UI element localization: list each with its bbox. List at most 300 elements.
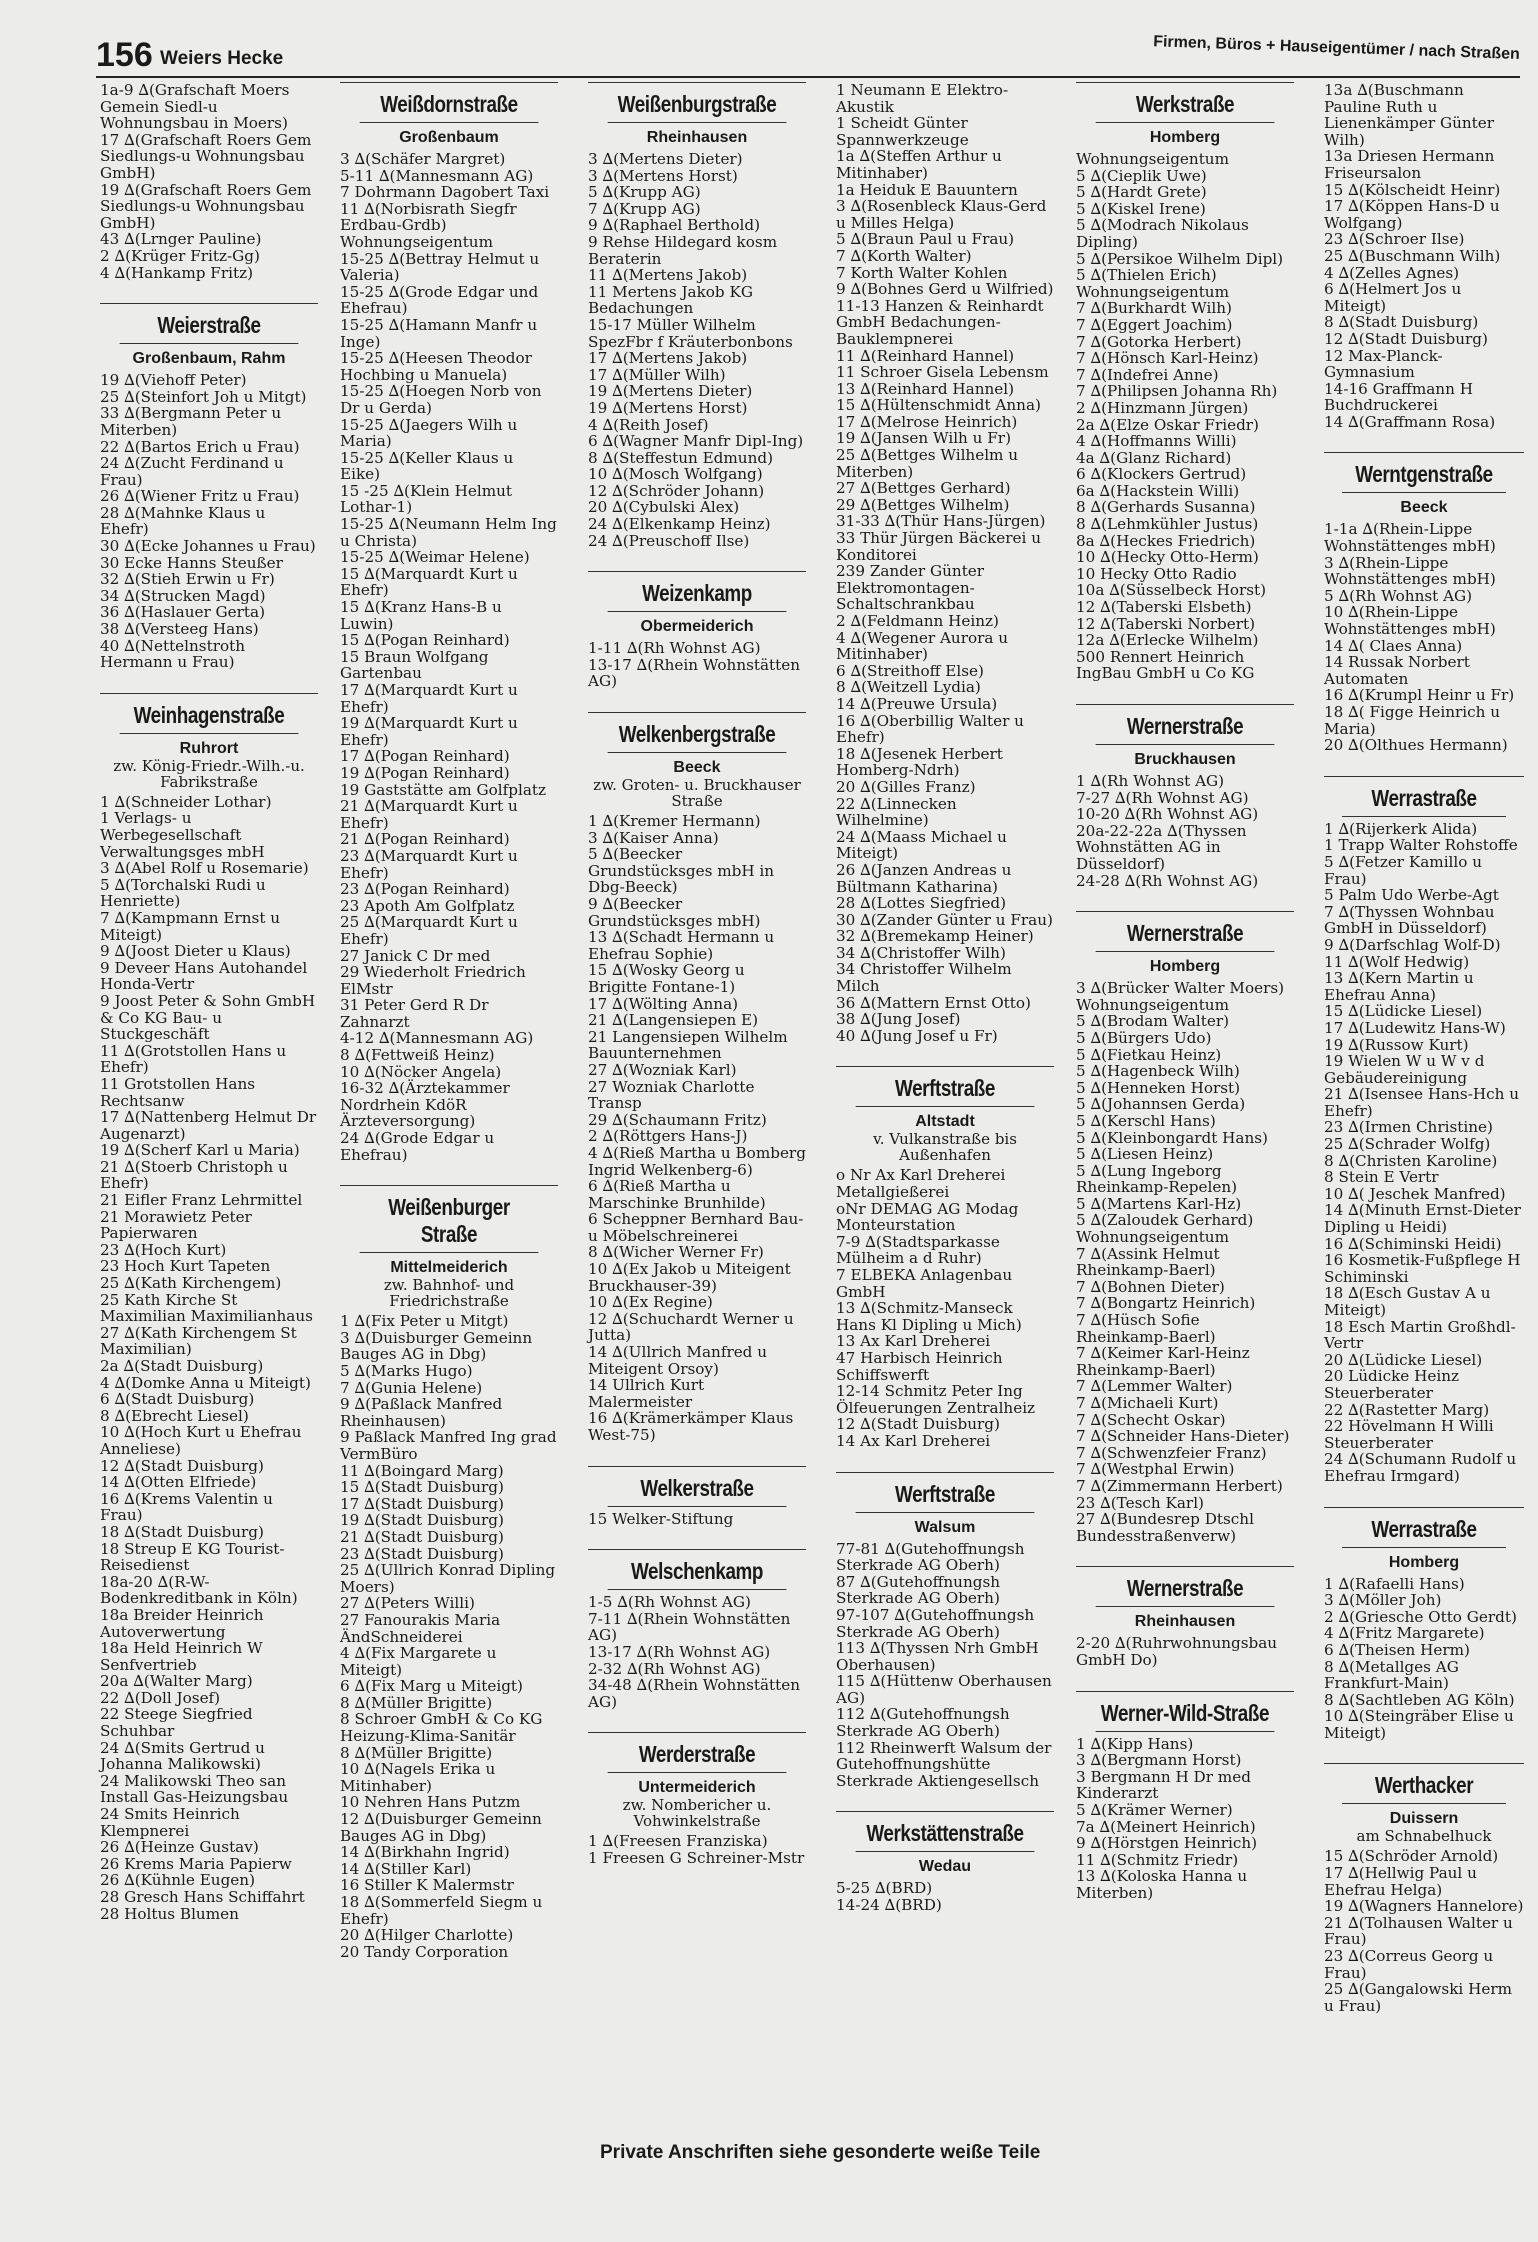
directory-entry: 10 ∆(Nöcker Angela) — [340, 1062, 502, 1081]
district-name: Ruhrort — [179, 739, 239, 757]
directory-entry: 4 ∆(Fix Margarete u Miteigt) — [340, 1644, 502, 1679]
district-name: Beeck — [673, 759, 721, 777]
directory-entry: 14 ∆( Claes Anna) — [1324, 636, 1463, 655]
district-name: Beeck — [1400, 499, 1448, 517]
directory-entry: 22 Hövelmann H Willi Steuerberater — [1324, 1417, 1499, 1452]
directory-entry: 14 ∆(Stiller Karl) — [340, 1859, 472, 1878]
directory-entry: 27 Fanourakis Maria ÄndSchneiderei — [340, 1610, 506, 1646]
directory-entry: 4-12 ∆(Mannesmann AG) — [340, 1029, 534, 1048]
street-heading — [1324, 1507, 1524, 1572]
street-name: Werner-Wild-Straße — [1096, 1700, 1275, 1732]
directory-entry: 21 ∆(Pogan Reinhard) — [340, 830, 510, 849]
directory-entry: 10 ∆(Steingräber Elise u Miteigt) — [1324, 1707, 1519, 1742]
directory-entry: 1 Freesen G Schreiner-Mstr — [588, 1848, 805, 1867]
directory-entry: 12 ∆(Taberski Elsbeth) — [1076, 598, 1252, 617]
directory-entry: Wohnungseigentum — [1076, 995, 1229, 1014]
district-name: Untermeiderich — [638, 1779, 756, 1797]
directory-entry: 18 ∆(Sommerfeld Siegm u Ehefr) — [340, 1893, 548, 1928]
directory-entry: 11 ∆(Mertens Jakob) — [588, 266, 748, 285]
directory-entry: 1 Verlags- u Werbegesellschaft Verwaltungsges mbH — [100, 809, 265, 861]
street-heading — [100, 693, 318, 790]
directory-entry: 7 ∆(Lemmer Walter) — [1076, 1377, 1233, 1396]
directory-entry: 3 ∆(Rhein-Lippe Wohnstättenges mbH) — [1324, 553, 1496, 589]
directory-entry: 20 ∆(Olthues Hermann) — [1324, 736, 1508, 755]
directory-entry: 25 ∆(Bettges Wilhelm u Miterben) — [836, 446, 1023, 481]
directory-entry: 10a ∆(Süsselbeck Horst) — [1076, 581, 1267, 600]
directory-entry: 18 ∆( Figge Heinrich u Maria) — [1324, 703, 1505, 738]
directory-entry: 17 ∆(Hellwig Paul u Ehefrau Helga) — [1324, 1864, 1482, 1899]
directory-entry: 19 Gaststätte am Golfplatz — [340, 780, 546, 799]
directory-entry: 14 Ullrich Kurt Malermeister — [588, 1376, 709, 1411]
directory-entry: 15 ∆(Stadt Duisburg) — [340, 1478, 504, 1497]
directory-entry: 15 ∆(Hültenschmidt Anna) — [836, 396, 1041, 415]
directory-entry: 7 ∆(Assink Helmut Rheinkamp-Baerl) — [1076, 1244, 1225, 1280]
directory-entry: 2 ∆(Krüger Fritz-Gg) — [100, 246, 260, 265]
directory-entry: 33 Thür Jürgen Bäckerei u Konditorei — [836, 529, 1046, 564]
directory-entry: 1a ∆(Steffen Arthur u Mitinhaber) — [836, 147, 1007, 182]
directory-entry: 16 Stiller K Malermstr — [340, 1876, 514, 1895]
directory-entry: 13 Ax Karl Dreherei — [836, 1332, 991, 1351]
directory-entry: 27 Janick C Dr med — [340, 946, 491, 965]
directory-entry: 8 ∆(Stadt Duisburg) — [1324, 313, 1479, 332]
directory-entry: 26 Krems Maria Papierw — [100, 1854, 292, 1873]
directory-entry: 7 ∆(Schecht Oskar) — [1076, 1410, 1226, 1429]
directory-entry: 14 ∆(Birkhahn Ingrid) — [340, 1843, 510, 1862]
column-6 — [1324, 82, 1524, 2014]
directory-entry: 5 ∆(Hardt Grete) — [1076, 183, 1207, 202]
street-name: Werftstraße — [856, 1481, 1035, 1513]
street-name: Weinhagenstraße — [120, 702, 299, 734]
directory-entry: 28 Gresch Hans Schiffahrt — [100, 1888, 305, 1906]
directory-entry: 3 ∆(Mertens Horst) — [588, 166, 738, 185]
directory-entry: 29 ∆(Bettges Wilhelm) — [836, 495, 1010, 514]
directory-entry: 7 ∆(Bongartz Heinrich) — [1076, 1294, 1256, 1313]
directory-entry: 8 ∆(Fettweiß Heinz) — [340, 1046, 495, 1065]
directory-entry: 16 ∆(Oberbillig Walter u Ehefr) — [836, 711, 1029, 747]
directory-entry: 23 ∆(Pogan Reinhard) — [340, 880, 510, 899]
directory-entry: 7 ∆(Hüsch Sofie Rheinkamp-Baerl) — [1076, 1311, 1216, 1346]
directory-entry: 9 Rehse Hildegard kosm Beraterin — [588, 232, 782, 268]
directory-entry: 7 ∆(Gotorka Herbert) — [1076, 332, 1242, 351]
street-heading — [588, 1549, 806, 1590]
street-heading — [1324, 1763, 1524, 1844]
directory-entry: 3 Bergmann H Dr med Kinderarzt — [1076, 1767, 1256, 1803]
directory-entry: 17 ∆(Pogan Reinhard) — [340, 747, 510, 766]
street-name: Werrastraße — [1342, 1516, 1506, 1548]
street-heading — [588, 712, 806, 809]
directory-entry: 15-25 ∆(Weimar Helene) — [340, 548, 530, 567]
directory-entry: 21 ∆(Stoerb Christoph u Ehefr) — [100, 1157, 293, 1193]
directory-entry: 3 ∆(Abel Rolf u Rosemarie) — [100, 859, 309, 878]
directory-entry: 21 ∆(Stadt Duisburg) — [340, 1527, 504, 1546]
street-heading — [588, 1732, 806, 1829]
directory-entry: 25 ∆(Schrader Wolfg) — [1324, 1135, 1491, 1154]
directory-entry: 8 ∆(Gerhards Susanna) — [1076, 498, 1256, 517]
directory-entry: 31 Peter Gerd R Dr Zahnarzt — [340, 996, 494, 1031]
directory-entry: 19 ∆(Mertens Dieter) — [588, 382, 753, 401]
directory-entry: 21 Langensiepen Wilhelm Bauunternehmen — [588, 1027, 793, 1063]
directory-entry: 27 ∆(Bettges Gerhard) — [836, 479, 1011, 498]
directory-entry: 7 Dohrmann Dagobert Taxi — [340, 183, 550, 202]
directory-entry: 31-33 ∆(Thür Hans-Jürgen) — [836, 512, 1046, 531]
directory-entry: 18 ∆(Jesenek Herbert Homberg-Ndrh) — [836, 744, 1008, 780]
directory-entry: 16 ∆(Krumpl Heinr u Fr) — [1324, 686, 1515, 705]
directory-entry: 5 ∆(Martens Karl-Hz) — [1076, 1194, 1242, 1213]
directory-entry: 19 ∆(Scherf Karl u Maria) — [100, 1141, 300, 1160]
street-heading — [1076, 82, 1294, 147]
street-name: Wernerstraße — [1096, 713, 1275, 745]
directory-entry: 18 Esch Martin Großhdl-Vertr — [1324, 1317, 1516, 1353]
directory-entry: 17 ∆(Müller Wilh) — [588, 365, 726, 384]
directory-entry: 10 ∆(Ex Jakob u Miteigent Bruckhauser-39) — [588, 1260, 796, 1295]
directory-entry: 17 ∆(Grafschaft Roers Gem Siedlungs-u Wohnungsbau GmbH) — [100, 130, 317, 182]
page-header — [96, 34, 1520, 78]
directory-entry: 7 ∆(Krupp AG) — [588, 199, 701, 218]
directory-entry: 17 ∆(Nattenberg Helmut Dr Augenarzt) — [100, 1108, 321, 1143]
directory-entry: 27 ∆(Kath Kirchengem St Maximilian) — [100, 1323, 302, 1359]
column-3 — [588, 82, 811, 1867]
directory-entry: 29 Wiederholt Friedrich ElMstr — [340, 963, 531, 998]
directory-entry: 9 Deveer Hans Autohandel Honda-Vertr — [100, 958, 313, 994]
directory-entry: 3 ∆(Bergmann Horst) — [1076, 1751, 1242, 1770]
street-heading — [836, 1811, 1054, 1876]
district-name: Homberg — [1149, 129, 1221, 146]
directory-entry: 3 ∆(Kaiser Anna) — [588, 828, 719, 847]
directory-entry: 7 ∆(Indefrei Anne) — [1076, 365, 1219, 384]
directory-entry: 7-9 ∆(Stadtsparkasse Mülheim a d Ruhr) — [836, 1232, 1005, 1268]
street-heading — [588, 571, 806, 636]
district-name: Mittelmeiderich — [390, 1259, 508, 1277]
directory-entry: 25 ∆(Steinfort Joh u Mitgt) — [100, 387, 307, 406]
street-name: Wernerstraße — [1096, 1575, 1275, 1607]
directory-entry: 15-25 ∆(Grode Edgar und Ehefrau) — [340, 282, 543, 318]
directory-entry: 13 ∆(Koloska Hanna u Miterben) — [1076, 1867, 1252, 1902]
directory-entry: 1 ∆(Rh Wohnst AG) — [1076, 772, 1225, 790]
directory-entry: 24 ∆(Maass Michael u Miteigt) — [836, 827, 1012, 863]
directory-entry: 24 ∆(Preuschoff Ilse) — [588, 531, 750, 550]
directory-entry: 15-25 ∆(Keller Klaus u Eike) — [340, 448, 519, 484]
directory-entry: 4a ∆(Glanz Richard) — [1076, 448, 1232, 467]
directory-entry: 3 ∆(Brücker Walter Moers) — [1076, 979, 1285, 998]
directory-entry: 15-25 ∆(Neumann Helm Ing u Christa) — [340, 515, 562, 550]
street-heading — [1076, 1566, 1294, 1631]
directory-entry: 14 Ax Karl Dreherei — [836, 1431, 991, 1450]
street-name: Weizenkamp — [608, 580, 787, 612]
directory-entry: 6 ∆(Wagner Manfr Dipl-Ing) — [588, 432, 804, 451]
directory-entry: 28 ∆(Mahnke Klaus u Ehefr) — [100, 503, 271, 539]
directory-entry: 24 Smits Heinrich Klempnerei — [100, 1805, 245, 1840]
directory-entry: 29 ∆(Schaumann Fritz) — [588, 1110, 767, 1129]
directory-entry: 28 ∆(Lottes Siegfried) — [836, 894, 1007, 913]
directory-entry: 27 ∆(Peters Willi) — [340, 1594, 475, 1613]
district-name: Rheinhausen — [1134, 1613, 1236, 1631]
directory-entry: 25 ∆(Ullrich Konrad Dipling Moers) — [340, 1561, 560, 1596]
directory-entry: 23 Hoch Kurt Tapeten — [100, 1257, 271, 1276]
directory-entry: 1a-9 ∆(Grafschaft Moers Gemein Siedl-u Wohnungsbau in Moers) — [100, 81, 295, 133]
directory-entry: 2 ∆(Hinzmann Jürgen) — [1076, 398, 1249, 417]
directory-entry: 5 ∆(Hagenbeck Wilh) — [1076, 1062, 1240, 1081]
directory-entry: 239 Zander Günter Elektromontagen-Schaltschrankbau — [836, 562, 989, 614]
directory-entry: 2 ∆(Röttgers Hans-J) — [588, 1127, 748, 1146]
directory-entry: Wohnungseigentum — [1076, 150, 1229, 168]
directory-entry: 34-48 ∆(Rhein Wohnstätten AG) — [588, 1676, 805, 1711]
directory-entry: 34 Christoffer Wilhelm Milch — [836, 960, 1017, 996]
directory-entry: 5 ∆(Modrach Nikolaus Dipling) — [1076, 216, 1254, 251]
directory-entry: 6 ∆(Klockers Gertrud) — [1076, 465, 1247, 484]
directory-entry: 9 ∆(Darfschlag Wolf-D) — [1324, 935, 1501, 954]
directory-entry: 3 ∆(Schäfer Margret) — [340, 150, 506, 168]
directory-entry: 4 ∆(Reith Josef) — [588, 415, 709, 434]
directory-entry: 9 ∆(Raphael Berthold) — [588, 216, 761, 235]
directory-entry: 15 ∆(Kranz Hans-B u Luwin) — [340, 598, 507, 633]
directory-entry: o Nr Ax Karl Dreherei Metallgießerei — [836, 1166, 1011, 1202]
directory-entry: 7 ∆(Thyssen Wohnbau GmbH in Düsseldorf) — [1324, 902, 1500, 938]
directory-entry: 10 ∆(Nagels Erika u Mitinhaber) — [340, 1760, 501, 1795]
directory-entry: 17 ∆(Ludewitz Hans-W) — [1324, 1018, 1506, 1037]
directory-entry: 15 ∆(Schröder Arnold) — [1324, 1847, 1499, 1866]
directory-entry: Wohnungseigentum — [1076, 1228, 1229, 1247]
directory-entry: 7a ∆(Meinert Heinrich) — [1076, 1817, 1256, 1836]
street-name: Welkerstraße — [608, 1475, 787, 1507]
directory-entry: 13 ∆(Schmitz-Manseck Hans Kl Dipling u Mich) — [836, 1299, 1022, 1334]
directory-entry: 20 ∆(Hilger Charlotte) — [340, 1926, 514, 1945]
directory-entry: 7 ∆(Hönsch Karl-Heinz) — [1076, 349, 1259, 368]
directory-entry: 26 ∆(Janzen Andreas u Bültmann Katharina) — [836, 860, 1017, 896]
directory-entry: 5 ∆(Braun Paul u Frau) — [836, 230, 1015, 249]
directory-entry: 5 ∆(Beecker Grundstücksges mbH in Dbg-Beeck) — [588, 845, 779, 897]
directory-entry: 11 ∆(Boingard Marg) — [340, 1461, 504, 1480]
street-name: Wernerstraße — [1096, 920, 1275, 952]
street-name: Werntgenstraße — [1342, 461, 1506, 493]
directory-entry: 7 ELBEKA Anlagenbau GmbH — [836, 1266, 1017, 1301]
directory-entry: 12 ∆(Taberski Norbert) — [1076, 614, 1256, 633]
directory-entry: 7 ∆(Bohnen Dieter) — [1076, 1277, 1225, 1296]
directory-entry: 10 ∆( Jeschek Manfred) — [1324, 1184, 1506, 1203]
directory-entry: 13 ∆(Kern Martin u Ehefrau Anna) — [1324, 969, 1479, 1004]
directory-entry: 15-17 Müller Wilhelm SpezFbr f Kräuterbonbons — [588, 315, 793, 351]
directory-entry: 10 Nehren Hans Putzm — [340, 1793, 521, 1812]
directory-entry: 15-25 ∆(Jaegers Wilh u Maria) — [340, 415, 523, 451]
directory-entry: 15 ∆(Marquardt Kurt u Ehefr) — [340, 564, 523, 600]
directory-entry: 6 ∆(Streithoff Else) — [836, 661, 984, 680]
directory-entry: 40 ∆(Nettelnstroth Hermann u Frau) — [100, 636, 250, 672]
directory-entry: 10 ∆(Rhein-Lippe Wohnstättenges mbH) — [1324, 603, 1496, 639]
directory-entry: 25 ∆(Kath Kirchengem) — [100, 1274, 282, 1293]
directory-entry: 19 ∆(Pogan Reinhard) — [340, 763, 510, 782]
directory-entry: 14 ∆(Otten Elfriede) — [100, 1473, 257, 1492]
directory-entry: 21 ∆(Langensiepen E) — [588, 1011, 759, 1030]
directory-entry: 14 ∆(Ullrich Manfred u Miteigent Orsoy) — [588, 1343, 772, 1378]
directory-entry: 30 ∆(Zander Günter u Frau) — [836, 910, 1053, 929]
directory-entry: 10 Hecky Otto Radio — [1076, 564, 1237, 583]
page-number: 156 — [96, 36, 153, 74]
directory-entry: 25 ∆(Buschmann Wilh) — [1324, 246, 1501, 265]
directory-entry: 113 ∆(Thyssen Nrh GmbH Oberhausen) — [836, 1639, 1044, 1674]
directory-entry: 16 Kosmetik-Fußpflege H Schiminski — [1324, 1251, 1526, 1286]
directory-entry: 25 ∆(Gangalowski Herm u Frau) — [1324, 1980, 1517, 2015]
directory-entry: 2-20 ∆(Ruhrwohnungsbau GmbH Do) — [1076, 1634, 1282, 1669]
directory-entry: 9 ∆(Joost Dieter u Klaus) — [100, 942, 291, 961]
directory-entry: 11 Schroer Gisela Lebensm — [836, 363, 1049, 382]
district-name: Walsum — [914, 1518, 976, 1536]
directory-entry: 16 ∆(Schiminski Heidi) — [1324, 1234, 1502, 1253]
directory-entry: 10-20 ∆(Rh Wohnst AG) — [1076, 805, 1259, 824]
street-name: Welkenbergstraße — [608, 721, 787, 753]
directory-entry: 5-25 ∆(BRD) — [836, 1879, 933, 1898]
directory-entry: 11 ∆(Grotstollen Hans u Ehefr) — [100, 1041, 291, 1077]
directory-entry: 17 ∆(Köppen Hans-D u Wolfgang) — [1324, 197, 1505, 232]
directory-entry: 19 ∆(Russow Kurt) — [1324, 1035, 1469, 1054]
directory-entry: 12 ∆(Stadt Duisburg) — [836, 1415, 1000, 1434]
directory-entry: 32 ∆(Stieh Erwin u Fr) — [100, 570, 275, 589]
directory-entry: 18a Held Heinrich W Senfvertrieb — [100, 1639, 268, 1674]
directory-entry: 21 ∆(Marquardt Kurt u Ehefr) — [340, 797, 523, 832]
directory-entry: 7 ∆(Schwenzfeier Franz) — [1076, 1443, 1267, 1462]
directory-entry: 16 ∆(Krems Valentin u Frau) — [100, 1489, 278, 1525]
directory-entry: 13-17 ∆(Rh Wohnst AG) — [588, 1642, 771, 1661]
directory-entry: 22 ∆(Doll Josef) — [100, 1688, 221, 1707]
directory-entry: 2 ∆(Feldmann Heinz) — [836, 612, 999, 630]
directory-entry: 5 ∆(Zaloudek Gerhard) — [1076, 1211, 1254, 1230]
directory-entry: 20 Tandy Corporation — [340, 1942, 509, 1961]
directory-entry: 8 ∆(Lehmkühler Justus) — [1076, 515, 1259, 534]
directory-entry: 14 ∆(Preuwe Ursula) — [836, 694, 998, 713]
directory-entry: 4 ∆(Domke Anna u Miteigt) — [100, 1373, 311, 1392]
directory-entry: 7 Korth Walter Kohlen — [836, 263, 1008, 282]
directory-entry: 18 ∆(Esch Gustav A u Miteigt) — [1324, 1284, 1496, 1319]
directory-entry: 14 Russak Norbert Automaten — [1324, 653, 1475, 688]
directory-entry: 12 ∆(Duisburger Gemeinn Bauges AG in Dbg) — [340, 1810, 547, 1845]
directory-entry: 1 Scheidt Günter Spannwerkzeuge — [836, 114, 973, 149]
directory-entry: 15-25 ∆(Heesen Theodor Hochbing u Manuela) — [340, 349, 537, 384]
directory-entry: 15 ∆(Wosky Georg u Brigitte Fontane-1) — [588, 961, 750, 996]
directory-entry: 9 ∆(Bohnes Gerd u Wilfried) — [836, 280, 1054, 299]
directory-entry: 26 ∆(Heinze Gustav) — [100, 1838, 259, 1857]
directory-entry: 8 Stein E Vertr — [1324, 1168, 1439, 1187]
directory-entry: 21 Morawietz Peter Papierwaren — [100, 1207, 257, 1243]
directory-entry: 9 Joost Peter & Sohn GmbH & Co KG Bau- u Stuckgeschäft — [100, 991, 320, 1044]
directory-entry: 7 ∆(Schneider Hans-Dieter) — [1076, 1427, 1290, 1446]
directory-entry: 28 Holtus Blumen — [100, 1904, 239, 1923]
directory-entry: 8 ∆(Ebrecht Liesel) — [100, 1406, 249, 1425]
directory-entry: 5 ∆(Lung Ingeborg Rheinkamp-Repelen) — [1076, 1161, 1238, 1197]
directory-entry: 1 ∆(Freesen Franziska) — [588, 1832, 768, 1851]
directory-entry: 1 ∆(Fix Peter u Mitgt) — [340, 1312, 509, 1331]
directory-entry: 3 ∆(Möller Joh) — [1324, 1591, 1442, 1610]
directory-entry: 15 Welker-Stiftung — [588, 1509, 734, 1528]
directory-entry: 20 Lüdicke Heinz Steuerberater — [1324, 1367, 1464, 1402]
directory-entry: 1 ∆(Schneider Lothar) — [100, 792, 272, 811]
directory-entry: 26 ∆(Wiener Fritz u Frau) — [100, 487, 300, 506]
directory-entry: 3 ∆(Mertens Dieter) — [588, 150, 743, 168]
district-name: Altstadt — [915, 1113, 975, 1131]
directory-entry: 8 ∆(Müller Brigitte) — [340, 1743, 493, 1762]
street-heading — [836, 1066, 1054, 1163]
directory-entry: 36 ∆(Mattern Ernst Otto) — [836, 993, 1031, 1012]
column-2 — [340, 82, 562, 1961]
street-name: Weierstraße — [120, 312, 299, 344]
directory-entry: 16 ∆(Krämerkämper Klaus West-75) — [588, 1409, 799, 1444]
directory-entry: 38 ∆(Versteeg Hans) — [100, 620, 259, 639]
directory-entry: 5 ∆(Cieplik Uwe) — [1076, 166, 1207, 185]
directory-entry: 23 Apoth Am Golfplatz — [340, 896, 515, 915]
directory-entry: oNr DEMAG AG Modag Monteurstation — [836, 1199, 1024, 1235]
directory-entry: 5 ∆(Liesen Heinz) — [1076, 1145, 1214, 1164]
directory-entry: 24 Malikowski Theo san Install Gas-Heizungsbau — [100, 1771, 291, 1807]
directory-entry: 20a ∆(Walter Marg) — [100, 1672, 253, 1691]
directory-entry: 27 ∆(Bundesrep Dtschl Bundesstraßenverw) — [1076, 1510, 1259, 1545]
district-name: Homberg — [1149, 958, 1221, 976]
directory-entry: 23 ∆(Irmen Christine) — [1324, 1118, 1493, 1137]
directory-entry: 7 ∆(Gunia Helene) — [340, 1378, 483, 1397]
directory-entry: 5 ∆(Johannsen Gerda) — [1076, 1095, 1246, 1114]
directory-entry: 14-16 Graffmann H Buchdruckerei — [1324, 379, 1478, 415]
street-name: Weißenburgstraße — [608, 91, 787, 123]
directory-entry: 13a ∆(Buschmann Pauline Ruth u Lienenkämper Günter Wilh) — [1324, 81, 1499, 149]
directory-entry: 7-27 ∆(Rh Wohnst AG) — [1076, 788, 1249, 807]
directory-entry: 7-11 ∆(Rhein Wohnstätten AG) — [588, 1609, 796, 1645]
directory-entry: 7 ∆(Philipsen Johanna Rh) — [1076, 382, 1278, 401]
directory-entry: 43 ∆(Lrnger Pauline) — [100, 230, 262, 249]
directory-entry: 15-25 ∆(Hoegen Norb von Dr u Gerda) — [340, 382, 547, 417]
directory-entry: 4 ∆(Hoffmanns Willi) — [1076, 432, 1237, 451]
street-name: Werkstraße — [1096, 91, 1275, 123]
district-name: Duissern — [1389, 1810, 1459, 1828]
directory-entry: 5 ∆(Thielen Erich) — [1076, 266, 1217, 285]
directory-entry: 500 Rennert Heinrich IngBau GmbH u Co KG — [1076, 647, 1255, 683]
directory-entry: 5 ∆(Krupp AG) — [588, 183, 701, 202]
street-heading — [1076, 911, 1294, 976]
directory-entry: 19 ∆(Stadt Duisburg) — [340, 1511, 504, 1530]
directory-entry: 11 ∆(Wolf Hedwig) — [1324, 952, 1470, 971]
directory-entry: 8 ∆(Christen Karoline) — [1324, 1151, 1498, 1170]
directory-entry: 18 Streup E KG Tourist-Reisedienst — [100, 1539, 285, 1575]
directory-entry: 25 Kath Kirche St Maximilian Maximilianhaus — [100, 1290, 313, 1326]
street-heading — [100, 303, 318, 368]
directory-entry: 11 Mertens Jakob KG Bedachungen — [588, 282, 758, 318]
directory-entry: 23 ∆(Stadt Duisburg) — [340, 1544, 504, 1563]
directory-entry: 11 Grotstollen Hans Rechtsanw — [100, 1074, 260, 1110]
directory-entry: 11 ∆(Schmitz Friedr) — [1076, 1850, 1239, 1869]
directory-entry: 23 ∆(Correus Georg u Frau) — [1324, 1947, 1499, 1982]
directory-entry: 8 ∆(Metallges AG Frankfurt-Main) — [1324, 1657, 1464, 1693]
directory-entry: 33 ∆(Bergmann Peter u Miterben) — [100, 404, 286, 439]
directory-entry: 20 ∆(Cybulski Alex) — [588, 498, 740, 517]
directory-entry: 4 ∆(Wegener Aurora u Mitinhaber) — [836, 628, 1013, 664]
directory-entry: 13-17 ∆(Rhein Wohnstätten AG) — [588, 655, 805, 691]
directory-entry: 112 Rheinwerft Walsum der Gutehoffnungshütte Sterkrade Aktiengesellsch — [836, 1738, 1057, 1790]
directory-entry: 5 ∆(Marks Hugo) — [340, 1362, 473, 1380]
directory-entry: 18a-20 ∆(R-W-Bodenkreditbank in Köln) — [100, 1572, 298, 1608]
directory-entry: 2a ∆(Stadt Duisburg) — [100, 1357, 264, 1375]
directory-entry: 10 ∆(Hecky Otto-Herm) — [1076, 548, 1259, 567]
street-name: Welschenkamp — [608, 1558, 787, 1590]
street-heading — [1324, 452, 1524, 517]
street-range: zw. König-Friedr.-Wilh.-u. Fabrikstraße — [113, 756, 305, 791]
directory-entry: 15-25 ∆(Hamann Manfr u Inge) — [340, 315, 542, 351]
directory-entry: 14 ∆(Minuth Ernst-Dieter Dipling u Heidi) — [1324, 1201, 1526, 1237]
directory-entry: 14-24 ∆(BRD) — [836, 1896, 942, 1915]
directory-entry: 23 ∆(Schroer Ilse) — [1324, 230, 1465, 249]
directory-entry: 23 ∆(Tesch Karl) — [1076, 1493, 1204, 1512]
directory-entry: 7 ∆(Michaeli Kurt) — [1076, 1394, 1219, 1412]
directory-entry: 5 ∆(Torchalski Rudi u Henriette) — [100, 875, 271, 911]
street-name: Werrastraße — [1342, 785, 1506, 817]
directory-entry: 6 ∆(Theisen Herm) — [1324, 1640, 1470, 1659]
district-name: Wedau — [918, 1858, 972, 1876]
directory-entry: 17 ∆(Stadt Duisburg) — [340, 1494, 504, 1513]
directory-entry: 4 ∆(Rieß Martha u Bomberg Ingrid Welkenberg-6) — [588, 1143, 811, 1179]
